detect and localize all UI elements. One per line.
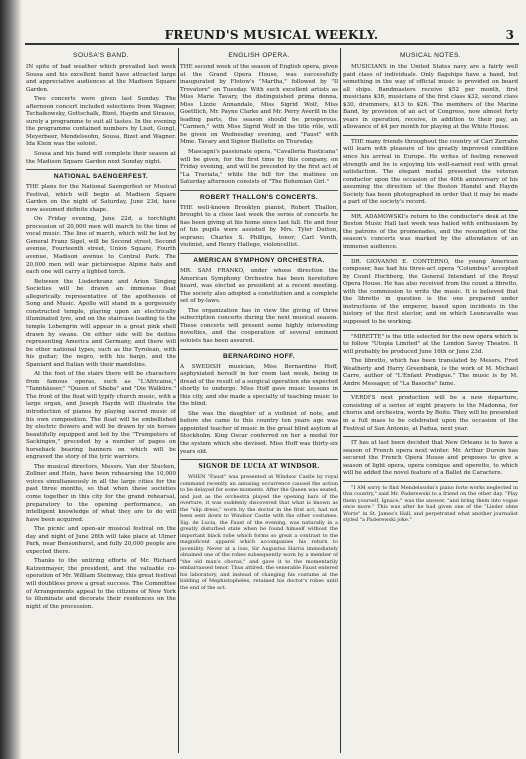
news-item: THE many friends throughout the country of Carl Zerrahn will learn with pleasure of his greatly improved condition since his arrival in Europe. He writes of feeling renewed strength and he is enjoying his well-earned rest with great satisfaction. The elegant medal presented the veteran conductor upon the occasion of the 40th anniversary of his assuming the direction of the Boston Handel and Haydn Society has been photographed in order that it may be made a part of the society's record. <box>343 138 518 206</box>
news-item: The libretto, which has been translated by Messrs. Fred Weatherly and Harry Greenbank, is the work of M. Michael Carre, author of "L'Enfant Prodigue." The music is by M. Andre Messager, of "La Basoche" fame. <box>343 358 518 387</box>
hoff-heading: BERNARDINO HOFF. <box>223 352 295 360</box>
article-paragraph: Sousa and his band will complete their season at the Madison Square Garden next Sunday night. <box>26 151 176 165</box>
news-item: MR. ADAMOWSKI's return to the conductor's desk at the Boston Music Hall last week was hailed with enthusiasm by the patrons of the promenades, and the resumption of the season's concerts was marked by the attendance of an immense audience. <box>343 213 518 251</box>
section-rule <box>343 481 518 482</box>
section-rule <box>343 391 518 392</box>
article-paragraph: IN spite of bad weather which prevailed last week Sousa and his excellent band have attracted large and appreciative audiences at the Madison Square Garden. <box>26 64 176 93</box>
news-item: VERDI'S next production will be a new departure, consisting of a series of eight prayers to the Madonna, for chorus and orchestra, words by Boito. They will be presented in a full mass to be celebrated upon the occasion of the Festival of San Antonio, at Padua, next year. <box>343 395 518 432</box>
article-paragraph: THE second week of the season of English opera, given at the Grand Opera House, was successfully inaugurated by Flotow's "Martha," followed by "Il Trovatore" on Tuesday. With such excellent artists as Miss Marie Tavary, the distinguished prima donna, Miss Lizzie Annandale, Miss Sigrid Wolf, Miss Goettlich, Mr. Payne Clarke and Mr. Perry Averill in the leading parts, the season should be prosperous. "Carmen," with Miss Sigrid Wolf in the title rôle, will be given on Wednesday evening, and "Faust" with Mme. Tavary and Signor Bielletto on Thursday. <box>180 64 338 146</box>
article-paragraph: At the foot of the stairs there will be characters from famous operas, such as "L'Africaine," "Tannhäuser," "Queen of Sheba" and "Die Walküre." The front of the float will typify church music, with a large organ, and Joseph Haydn will illustrate the introduction of pianos by playing sacred music of his own composition. The float will be embellished by electric flowers and will be drawn by six horses beautifully equipped and led by the "Trumpeters of Sackingen," preceded by a number of pages on horseback bearing banners on which will be engraved the story of the lyric warriors. <box>26 371 176 461</box>
column-2 <box>180 52 338 752</box>
column-1 <box>26 52 176 752</box>
column-divider-2 <box>340 48 341 753</box>
article-paragraph: A SWEDISH musician, Miss Bernardino Hoff, asphyxiated herself in her room last week, being in dread of the result of a surgical operation she expected shortly to undergo. Miss Hoff gave music lessons in this city, and she made a specialty of teaching music to the blind. <box>180 363 338 408</box>
book-binding-edge <box>0 0 22 759</box>
section-rule <box>343 330 518 331</box>
news-item: "MIRETTE" is the title selected for the new opera which is to follow "Utopia Limited" at the London Savoy Theatre. It will probably be produced June 16th or June 23d. <box>343 333 518 355</box>
article-paragraph: The picnic and open-air musical festival on the day and night of June 26th will take place at Ulmer Park, near Bensonhurst, and fully 20,000 people are expected there. <box>26 526 176 555</box>
column-divider-1 <box>178 48 179 753</box>
thallon-heading: ROBERT THALLON'S CONCERTS. <box>199 193 319 201</box>
news-item: DR. GIOVANNI E. CONTERNO, the young American composer, has had his three-act opera "Columbus" accepted by Count Hochberg, the General Intendant of the Royal Opera House. He has also received from the count a libretto, with the commission to write the music. It is believed that the libretto in question is the one prepared under instructions of the emperor, based upon incidents in the history of the first elector, and on which Leoncavallo was supposed to be working. <box>343 258 518 325</box>
page-title: FREUND'S MUSICAL WEEKLY. <box>164 28 379 42</box>
article-paragraph: Mascagni's passionate opera, "Cavalleria Rusticana" will be given, for the first time by this company, on Friday evening, and will be preceded by the first act of "La Traviata," while the bill for the matinee on Saturday afternoon consists of "The Bohemian Girl." <box>180 149 338 186</box>
sousa-band-heading: SOUSA'S BAND. <box>73 52 129 59</box>
lucia-heading: SIGNOR DE LUCIA AT WINDSOR. <box>198 463 320 471</box>
header-rule <box>25 43 519 45</box>
article-paragraph: THE well-known Brooklyn pianist, Robert Thallon, brought to a close last week the series of concerts he has been giving at his home since last fall. He and four of his pupils were assisted by Mrs. Tyler Dutton, soprano; Charles S. Phillips, tenor; Carl Venth, violinist, and Henry Hallego, violoncellist. <box>180 204 338 249</box>
section-rule <box>26 169 176 170</box>
musical-notes-heading: MUSICAL NOTES. <box>399 52 462 59</box>
section-rule <box>343 436 518 437</box>
article-paragraph: MR. SAM FRANKO, under whose direction the American Symphony Orchestra has been heretofore heard, was elected as president at a recent meeting. The society also adopted a constitution and a complete set of by-laws. <box>180 268 338 305</box>
article-paragraph: Two concerts were given last Sunday. The afternoon concert included selections from Wagner, Tschaikowsky, Gottschalk, Bizet, Haydn and Strauss, surely a programme to suit all tastes. In the evening the programme contained numbers by Liszt, Gungl, Meyerbeer, Mendelssohn, Sousa, Bizet and Wagner. Ida Klein was the soloist. <box>26 96 176 148</box>
section-rule <box>343 135 518 136</box>
news-item: "I AM sorry to find Mendelssohn's piano forte works neglected in this country," said Mr. Paderewski to a friend on the other day. "Play them yourself, Ignace," was the answer, "and bring them into vogue once more." This was after he had given one of the "Lieder ohne Worte" in St. James's Hall, and perpetrated what another journalist styled "a Paderewski joke." <box>343 484 518 524</box>
aso-heading: AMERICAN SYMPHONY ORCHESTRA. <box>193 257 325 265</box>
article-paragraph: WHEN "Faust" was presented at Windsor Castle by royal command recently an amusing occurrence caused the action to be delayed for some moments. After the Queen was seated, and just as the orchestra played the opening bars of the overture, it was suddenly discovered that what is known as the "slip dress," worn by the doctor in the first act, had not been sent down to Windsor Castle with the other costumes. Sig. de Lucia, the Faust of the evening, was naturally in a greatly disturbed state when he found himself without the important black robe which forms so great a contrast to the magnificent apparel which accompanies his return to juvenility. Never at a loss, Sir Augustus Harris immediately obtained one of the robes subsequently worn by a member of "the old man's chorus," and gave it to the momentarily embarrassed tenor. Thus attired, the venerable Faust entered his laboratory, and instead of changing his costume at the bidding of Mephistopheles, retained his doctor's robes until the end of the act. <box>180 474 338 591</box>
english-opera-heading: ENGLISH OPERA. <box>228 52 290 59</box>
section-rule <box>343 210 518 211</box>
page-header <box>25 28 518 42</box>
article-paragraph: THE plans for the National Saengerfest or Musical Festival, which will begin at Madison Square Garden on the night of Saturday, June 23d, have now assumed definite shape. <box>26 184 176 213</box>
section-rule <box>180 253 338 254</box>
news-item: MUSICIANS in the United States navy are a fairly well paid class of individuals. Only flagships have a band, but something in the way of official music is provided on board all ships. Bandmasters receive $52 per month, first musicians $36, musicians of the first class $32, second class $30, drummers, $13 to $26. The members of the Marine Band, by provision of an act of Congress, now almost forty years in operation, receive, in addition to their pay, an allowance of $4 per month for playing at the White House. <box>343 64 518 131</box>
article-paragraph: The musical directors, Messrs. Van der Stucken, Zollner and Hein, have been rehearsing the 10,000 voices simultaneously in all the large cities for the past three months, so that when these societies come together in this city for the grand rehearsal, preparatory to the opening performance, an intelligent knowledge of what they are to do will have been acquired. <box>26 463 176 523</box>
section-rule <box>180 459 338 460</box>
article-paragraph: She was the daughter of a violinist of note, and before she came to this country ten years ago was appointed teacher of music in the great blind asylum at Stockholm. King Oscar conferred on her a medal for the system which she devised. Miss Hoff was thirty-six years old. <box>180 410 338 455</box>
article-paragraph: Thanks to the untiring efforts of Mr. Richard Katzenmayer, the president, and the valuable co-operation of Mr. William Steinway, this great festival will doubtless prove a great success. The Committee of Arrangements appeal to the citizens of New York to illuminate and decorate their residences on the night of the procession. <box>26 558 176 610</box>
saengerfest-heading: NATIONAL SAENGERFEST. <box>53 173 149 181</box>
article-paragraph: Between the Liederkranz and Arion Singing Societies will be drawn an immense float allegorically representative of the apotheosis of Song and Music. Apollo will stand in a gorgeously constructed temple, playing upon an electrically illuminated lyre, and on the staircase leading to the temple Lohengrin will appear in a great pink shell drawn by swans. On either side will be deities representing America and Germany, and there will be other national types, such as the Tyrolean, with his guitar; the negro, with his banjo, and the Spaniard and Italian with their mandolins. <box>26 278 176 368</box>
article-paragraph: On Friday evening, June 22d, a torchlight procession of 20,000 men will march to the time of vocal music. The line of march, which will be led by General Franz Sigel, will be Second street, Second avenue, Fourteenth street, Union Square, Fourth avenue, Madison avenue to Central Park. The 20,000 men will war picturesque Alpine hats and each one will carry a lighted torch. <box>26 216 176 276</box>
column-3 <box>343 52 518 752</box>
news-item: IT has at last been decided that New Orleans is to have a season of French opera next winter. Mr. Arthur Durein has secured the French Opera House and proposes to give a season of light opera, opera comique and operette, to which will be added the novel feature of a Ballet de Caractere. <box>343 440 518 477</box>
section-rule <box>180 349 338 350</box>
section-rule <box>343 255 518 256</box>
page-number: 3 <box>505 28 514 42</box>
article-paragraph: The organization has in view the giving of three subscription concerts during the next musical season. These concerts will present some highly interesting novelties, and the cooperation of several eminent soloists has been assured. <box>180 307 338 344</box>
section-rule <box>180 190 338 191</box>
